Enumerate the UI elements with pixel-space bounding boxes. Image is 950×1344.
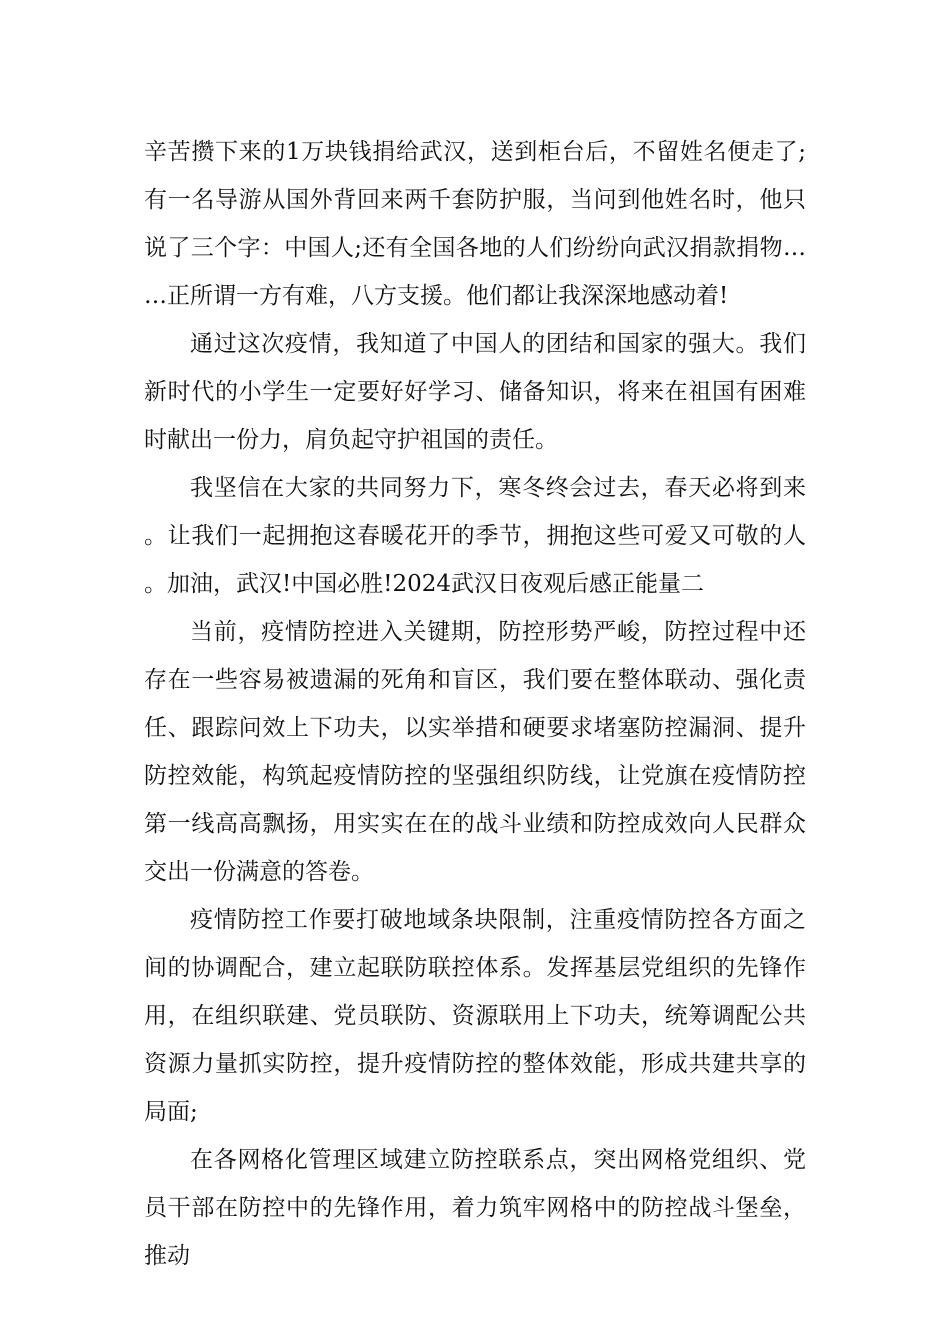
document-body xyxy=(144,128,806,1280)
paragraph-grid-management: 在各网格化管理区域建立防控联系点，突出网格党组织、党员干部在防控中的先锋作用，着力筑牢网格中的防控战斗堡垒，推动 xyxy=(144,1147,806,1269)
paragraph-continuation: 辛苦攒下来的1万块钱捐给武汉，送到柜台后，不留姓名便走了;有一名导游从国外背回来两千套防护服，当问到他姓名时，他只说了三个字：中国人;还有全国各地的人们纷纷向武汉捐款捐物……正所谓一方有难，八方支援。他们都让我深深地感动着! xyxy=(144,139,806,309)
paragraph-joint-control: 疫情防控工作要打破地域条块限制，注重疫情防控各方面之间的协调配合，建立起联防联控体系。发挥基层党组织的先锋作用，在组织联建、党员联防、资源联用上下功夫，统筹调配公共资源力量抓实防控，提升疫情防控的整体效能，形成共建共享的局面; xyxy=(144,907,806,1125)
paragraph-key-period: 当前，疫情防控进入关键期，防控形势严峻，防控过程中还存在一些容易被遗漏的死角和盲区，我们要在整体联动、强化责任、跟踪问效上下功夫，以实举措和硬要求堵塞防控漏洞、提升防控效能，构筑起疫情防控的坚强组织防线，让党旗在疫情防控第一线高高飘扬，用实实在在的战斗业绩和防控成效向人民群众交出一份满意的答卷。 xyxy=(144,619,806,885)
paragraph-spring: 我坚信在大家的共同努力下，寒冬终会过去，春天必将到来。让我们一起拥抱这春暖花开的季节，拥抱这些可爱又可敬的人。加油，武汉!中国必胜!2024武汉日夜观后感正能量二 xyxy=(144,475,806,597)
paragraph-unity: 通过这次疫情，我知道了中国人的团结和国家的强大。我们新时代的小学生一定要好好学习、储备知识，将来在祖国有困难时献出一份力，肩负起守护祖国的责任。 xyxy=(144,331,806,453)
